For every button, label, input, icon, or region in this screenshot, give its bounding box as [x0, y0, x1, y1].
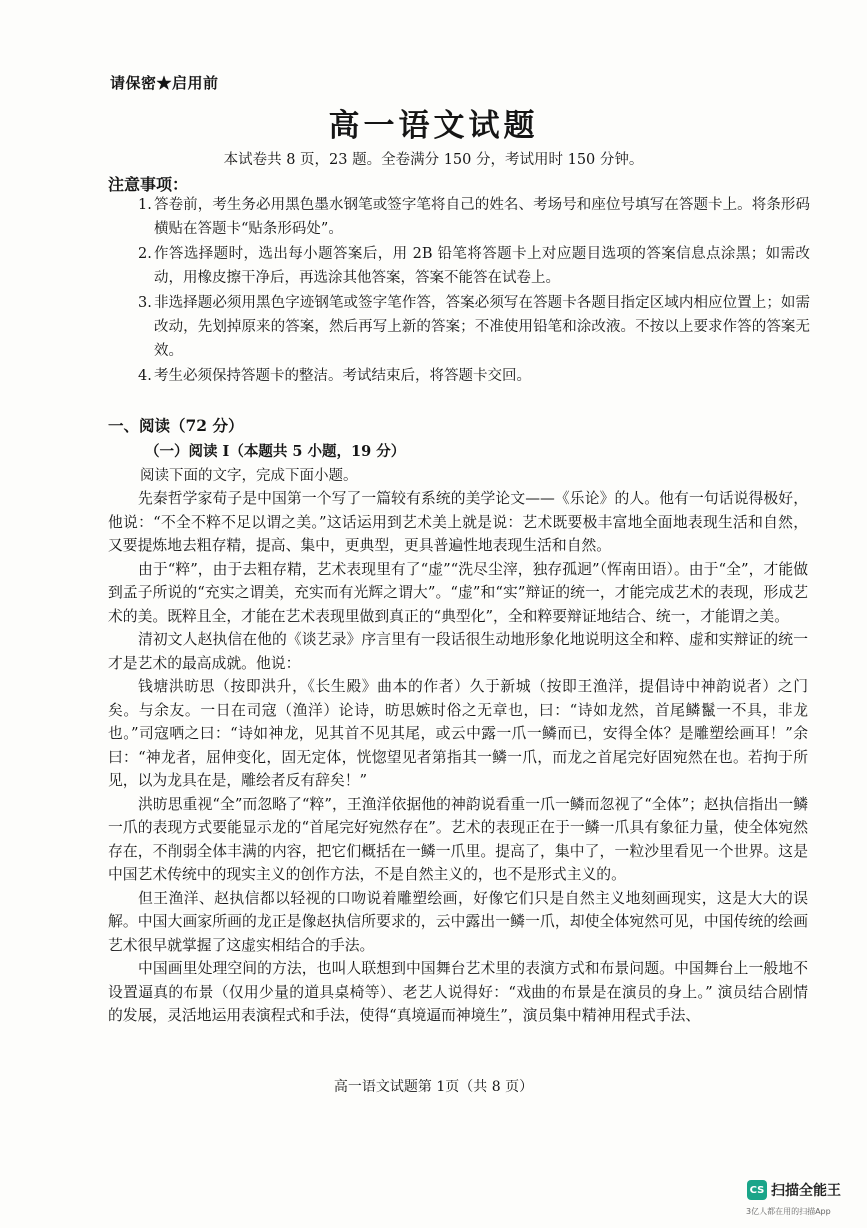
- notice-item: [138, 242, 810, 290]
- page-footer: 高一语文试题第 1页（共 8 页）: [333, 1079, 534, 1095]
- scanner-watermark: [747, 1180, 841, 1200]
- notice-item-text: 作答选择题时，选出每小题答案后，用 2B 铅笔将答题卡上对应题目选项的答案信息点涂黑；如需改动，用橡皮擦干净后，再选涂其他答案，答案不能答在试卷上。: [154, 246, 810, 286]
- notice-item-text: 非选择题必须用黑色字迹钢笔或签字笔作答，答案必须写在答题卡各题目指定区域内相应位置上；如需改动，先划掉原来的答案，然后再写上新的答案；不准使用铅笔和涂改液。不按以上要求作答的答案无效。: [154, 295, 810, 359]
- reading-passage: [108, 487, 808, 1028]
- scanner-app-name: 扫描全能王: [771, 1183, 841, 1199]
- exam-subtitle: 本试卷共 8 页，23 题。全卷满分 150 分，考试用时 150 分钟。: [223, 152, 644, 168]
- exam-title: 高一语文试题: [328, 108, 539, 144]
- confidential-label: 请保密★启用前: [110, 74, 219, 92]
- passage-paragraph: 由于“粹”，由于去粗存精，艺术表现里有了“虚”“洗尽尘滓，独存孤迥”（恽南田语）。由于“全”，才能做到孟子所说的“充实之谓美，充实而有光辉之谓大”。“虚”和“实”辩证的统一，才能完成艺术的表现，形成艺术的美。既粹且全，才能在艺术表现里做到真正的“典型化”，全和粹要辩证地结合、统一，才能谓之美。: [108, 560, 808, 625]
- section-heading: 一、阅读（72 分）: [108, 416, 244, 435]
- notice-item: [138, 364, 810, 388]
- passage-paragraph: 先秦哲学家荀子是中国第一个写了一篇较有系统的美学论文——《乐论》的人。他有一句话说得极好，他说：“不全不粹不足以谓之美。”这话运用到艺术美上就是说：艺术既要极丰富地全面地表现生活和自然，又要提炼地去粗存精，提高、集中，更典型，更具普遍性地表现生活和自然。: [108, 490, 808, 554]
- notice-item-number: 4.: [138, 368, 152, 384]
- notice-item-number: 1.: [138, 197, 152, 213]
- notice-item: [138, 193, 810, 241]
- notice-item-text: 考生必须保持答题卡的整洁。考试结束后，将答题卡交回。: [154, 368, 531, 384]
- notice-item: [138, 291, 810, 363]
- passage-paragraph: 但王渔洋、赵执信都以轻视的口吻说着雕塑绘画，好像它们只是自然主义地刻画现实，这是大大的误解。中国大画家所画的龙正是像赵执信所要求的，云中露出一鳞一爪，却使全体宛然可见，中国传统的绘画艺术很早就掌握了这虚实相结合的手法。: [108, 889, 808, 954]
- passage-paragraph: 清初文人赵执信在他的《谈艺录》序言里有一段话很生动地形象化地说明这全和粹、虚和实辩证的统一才是艺术的最高成就。他说：: [108, 631, 808, 672]
- notice-item-number: 2.: [138, 246, 152, 262]
- passage-paragraph: 中国画里处理空间的方法，也叫人联想到中国舞台艺术里的表演方式和布景问题。中国舞台上一般地不设置逼真的布景（仅用少量的道具桌椅等）、老艺人说得好：“戏曲的布景是在演员的身上。” 演员结合剧情的发展，灵活地运用表演程式和手法，使得“真境逼而神境生”，演员集中精神用程式手法、: [108, 960, 808, 1024]
- subsection-heading: （一）阅读 I（本题共 5 小题，19 分）: [145, 443, 406, 460]
- passage-paragraph: 钱塘洪昉思（按即洪升，《长生殿》曲本的作者）久于新城（按即王渔洋，提倡诗中神韵说者）之门矣。与余友。一日在司寇（渔洋）论诗，昉思嫉时俗之无章也，曰：“诗如龙然，首尾鳞鬣一不具，非龙也。”司寇哂之曰：“诗如神龙，见其首不见其尾，或云中露一爪一鳞而已，安得全体？是雕塑绘画耳！”余曰：“神龙者，屈伸变化，固无定体，恍惚望见者第指其一鳞一爪，而龙之首尾完好固宛然在也。若拘于所见，以为龙具在是，雕绘者反有辞矣！”: [108, 678, 808, 789]
- passage-paragraph: 洪昉思重视“全”而忽略了“粹”，王渔洋依据他的神韵说看重一爪一鳞而忽视了“全体”；赵执信指出一鳞一爪的表现方式要能显示龙的“首尾完好宛然存在”。艺术的表现正在于一鳞一爪具有象征力量，使全体宛然存在，不削弱全体丰满的内容，把它们概括在一鳞一爪里。提高了，集中了，一粒沙里看见一个世界。这是中国艺术传统中的现实主义的创作方法，不是自然主义的，也不是形式主义的。: [108, 795, 808, 883]
- reading-instruction: 阅读下面的文字，完成下面小题。: [140, 468, 358, 484]
- scanner-tagline: 3亿人都在用的扫描App: [746, 1207, 831, 1216]
- scanner-logo-icon: CS: [747, 1180, 767, 1200]
- notice-item-number: 3.: [138, 295, 152, 311]
- notice-item-text: 答卷前，考生务必用黑色墨水钢笔或签字笔将自己的姓名、考场号和座位号填写在答题卡上。将条形码横贴在答题卡“贴条形码处”。: [154, 197, 810, 237]
- notice-heading: 注意事项：: [108, 175, 189, 194]
